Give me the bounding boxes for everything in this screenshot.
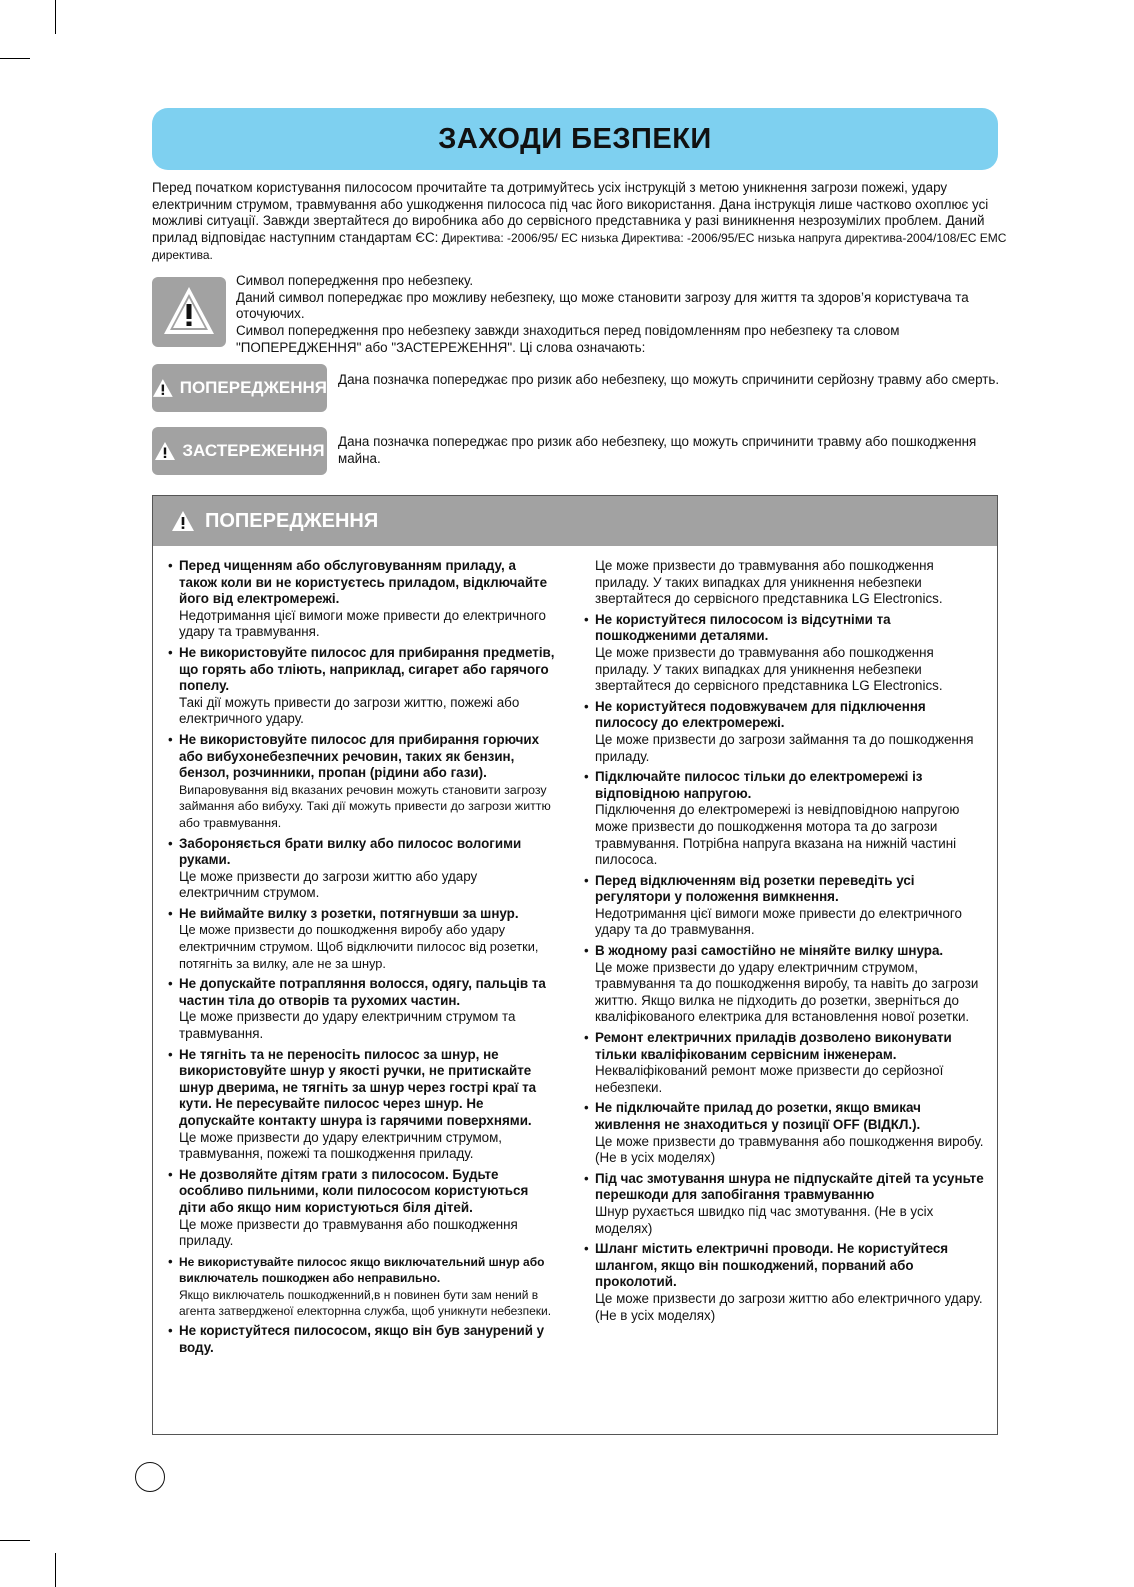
- list-item: [167, 732, 557, 832]
- page-number-circle: [135, 1462, 165, 1492]
- list-item: [583, 1241, 988, 1324]
- caution-label: [152, 427, 327, 475]
- list-item: [167, 1254, 557, 1319]
- item-text: Це може призвести до загрози життю або електричного удару.(Не в усіх моделях): [595, 1290, 983, 1323]
- item-text: Це може призвести до пошкодження виробу або удару електричним струмом. Щоб відключити пилосос від розетки, потягніть за вилку, але не за шнур.: [179, 922, 539, 971]
- item-heading: Не використувайте пилосос якщо виключательний шнур або виключатель пошкоджен або неправильно.: [179, 1254, 545, 1286]
- warnings-right-column: [583, 558, 988, 1328]
- list-item: [167, 836, 557, 902]
- item-text: Це може призвести до удару електричним струмом, травмування, пожежі та пошкодження приладу.: [179, 1129, 503, 1162]
- item-heading: Ремонт електричних приладів дозволено виконувати тільки кваліфікованим сервісним інженерам.: [595, 1030, 952, 1062]
- list-item: [167, 976, 557, 1042]
- item-heading: Перед чищенням або обслуговуванням приладу, а також коли ви не користуєтесь приладом, відключайте його від електромережі.: [179, 558, 548, 607]
- warning-triangle-icon: [171, 510, 195, 532]
- list-item: [583, 873, 988, 939]
- title-banner: [152, 108, 998, 170]
- list-item: [583, 1030, 988, 1096]
- symbol-description: [236, 273, 1011, 357]
- item-heading: Не дозволяйте дітям грати з пилососом. Будьте особливо пильними, коли пилососом користуються діти або якщо ним користуються біля дітей.: [179, 1166, 529, 1215]
- item-text: Якщо виключатель пошкодженний,в н повинен бути зам нений в агента затвердженої електорнна служба, щоб уникнути небезпеки.: [179, 1287, 552, 1318]
- list-item: [167, 558, 557, 641]
- item-heading: Шланг містить електричні проводи. Не користуйтеся шлангом, якщо він пошкоджений, порваний або проколотий.: [595, 1241, 949, 1290]
- list-item: [583, 1171, 988, 1237]
- item-text: Підключення до електромережі із невідповідною напругою може призвести до пошкодження мотора та до загрози травмування. Потрібна напруга вказана на нижній частині пилососа.: [595, 802, 960, 868]
- item-text: Це може призвести до травмування або пошкодження приладу. У таких випадках для уникнення небезпеки звертайтеся до сервісного представника LG Electronics.: [595, 644, 943, 694]
- list-item: [167, 1047, 557, 1163]
- item-heading: Не виймайте вилку з розетки, потягнувши за шнур.: [179, 905, 519, 921]
- bullet-icon: •: [168, 731, 173, 747]
- warnings-box: [152, 495, 998, 1435]
- symbol-line-2: Даний символ попереджає про можливу небезпеку, що може становити загрозу для життя та здоров’я користувача та оточуючих.: [236, 289, 969, 322]
- item-text: Шнур рухається швидко під час змотування. (Не в усіх моделях): [595, 1203, 934, 1236]
- item-heading: Не тягніть та не переносіть пилосос за шнур, не використовуйте шнур у якості ручки, не притискайте шнур дверима, не тягніть за шнур через гострі краї та кути. Не пересувайте пилосос через шнур. Не допускайте контакту шнура із гарячими поверхнями.: [179, 1046, 537, 1128]
- list-item: [583, 612, 988, 695]
- item-text: Недотримання цієї вимоги може привести до електричного удару та до травмування.: [595, 905, 962, 938]
- list-item: [583, 943, 988, 1026]
- item-heading: Не користуйтеся пилососом із відсутніми та пошкодженими деталями.: [595, 611, 891, 644]
- list-item: [167, 906, 557, 972]
- symbol-line-1: Символ попередження про небезпеку.: [236, 273, 474, 288]
- bullet-icon: •: [168, 1253, 173, 1269]
- bullet-icon: •: [168, 558, 173, 573]
- warning-label: [152, 364, 327, 412]
- crop-mark-bottom-horizontal: [0, 1540, 30, 1541]
- bullet-icon: •: [168, 1166, 173, 1182]
- bullet-icon: •: [168, 644, 173, 660]
- bullet-icon: •: [584, 698, 589, 714]
- continued-text: Це може призвести до травмування або пошкодження приладу. У таких випадках для уникнення небезпеки звертайтеся до сервісного представника LG Electronics.: [595, 558, 943, 607]
- warning-symbol-box: [152, 277, 226, 347]
- item-text: Це може призвести до загрози займання та до пошкодження приладу.: [595, 731, 974, 764]
- item-heading: Не використовуйте пилосос для прибирання горючих або вибухонебезпечних речовин, таких як бензин, бензол, розчинники, пропан (рідини або гази).: [179, 731, 540, 781]
- list-item: [583, 769, 988, 869]
- item-text: Такі дії можуть привести до загрози життю, пожежі або електричного удару.: [179, 694, 520, 727]
- list-item: [167, 1323, 557, 1356]
- list-item: [167, 645, 557, 728]
- list-item: [583, 699, 988, 765]
- item-text: Недотримання цієї вимоги може привести до електричного удару та травмування.: [179, 607, 546, 640]
- bullet-icon: •: [168, 1046, 173, 1062]
- bullet-icon: •: [584, 872, 589, 888]
- item-text: Випаровування від вказаних речовин можуть становити загрозу займання або вибуху. Такі дії можуть привести до загрози життю або травмування.: [179, 782, 551, 830]
- warning-triangle-icon: [152, 378, 174, 398]
- crop-mark-top-vertical: [55, 0, 56, 34]
- bullet-icon: •: [584, 1170, 589, 1186]
- item-text: Це може призвести до травмування або пошкодження виробу.(Не в усіх моделях): [595, 1133, 984, 1166]
- warning-triangle-icon: [162, 284, 216, 338]
- page-title: ЗАХОДИ БЕЗПЕКИ: [438, 122, 712, 155]
- item-heading: Перед відключенням від розетки переведіть усі регулятори у положення вимкнення.: [595, 872, 915, 905]
- warnings-box-header: [153, 496, 997, 546]
- item-text: Некваліфікований ремонт може призвести до серйозної небезпеки.: [595, 1063, 944, 1095]
- list-item: [167, 1167, 557, 1250]
- item-heading: Забороняється брати вилку або пилосос вологими руками.: [179, 835, 522, 868]
- item-text: Це може призвести до удару електричним струмом та травмування.: [179, 1009, 516, 1042]
- warnings-left-column: [167, 558, 557, 1360]
- item-heading: Підключайте пилосос тільки до електромережі із відповідною напругою.: [595, 769, 923, 801]
- intro-paragraph: [152, 180, 1012, 264]
- item-heading: Не допускайте потрапляння волосся, одягу, пальців та частин тіла до отворів та рухомих частин.: [179, 976, 546, 1008]
- bullet-icon: •: [168, 1322, 173, 1338]
- item-heading: Не користуйтеся подовжувачем для підключення пилососу до електромережі.: [595, 698, 926, 731]
- warning-description: Дана позначка попереджає про ризик або небезпеку, що можуть спричинити серйозну травму або смерть.: [338, 372, 1000, 387]
- caution-description: Дана позначка попереджає про ризик або небезпеку, що можуть спричинити травму або пошкодження майна.: [338, 434, 977, 466]
- bullet-icon: •: [168, 835, 173, 851]
- warning-label-text: ПОПЕРЕДЖЕННЯ: [179, 378, 327, 397]
- item-heading: Не підключайте прилад до розетки, якщо вмикач живлення не знаходиться у позиції OFF (ВІДКЛ.).: [595, 1100, 921, 1132]
- item-text: Це може призвести до удару електричним струмом, травмування та до пошкодження виробу, та навіть до загрози життю. Якщо вилка не підходить до розетки, зверніться до кваліфікованого електрика для встановлення нової розетки.: [595, 959, 979, 1025]
- symbol-line-3: Символ попередження про небезпеку завжди знаходиться перед повідомленням про небезпеку та словом "ПОПЕРЕДЖЕННЯ" або "ЗАСТЕРЕЖЕННЯ". Ці слова означають:: [236, 323, 900, 355]
- list-item: [583, 1100, 988, 1166]
- intro-main: Перед початком користування пилососом прочитайте та дотримуйтесь усіх інструкцій з метою уникнення загрози пожежі, удару електричним струмом, травмування або ушкодження пилососа під час його використання. Дана інструкція лише частково охоплює усі можливі ситуації. Завжди звертайтеся до виробника або до сервісного представника у разі виникнення незрозумілих проблем. Даний прилад відповідає наступним стандартам ЄС:: [152, 180, 989, 246]
- caution-label-text: ЗАСТЕРЕЖЕННЯ: [182, 441, 325, 460]
- item-text: Це може призвести до загрози життю або удару електричним струмом.: [179, 868, 478, 901]
- crop-mark-bottom-vertical: [55, 1553, 56, 1587]
- item-heading: Не користуйтеся пилососом, якщо він був занурений у воду.: [179, 1322, 545, 1355]
- item-heading: Під час змотування шнура не підпускайте дітей та усуньте перешкоди для запобігання травмуванню: [595, 1170, 984, 1203]
- bullet-icon: •: [584, 1030, 589, 1046]
- bullet-icon: •: [584, 1100, 589, 1116]
- warnings-box-title: ПОПЕРЕДЖЕННЯ: [205, 509, 379, 532]
- bullet-icon: •: [584, 769, 589, 785]
- bullet-icon: •: [584, 943, 589, 959]
- bullet-icon: •: [168, 976, 173, 992]
- warning-triangle-icon: [154, 441, 176, 461]
- bullet-icon: •: [168, 905, 173, 921]
- item-heading: Не використовуйте пилосос для прибирання предметів, що горять або тліють, наприклад, сигарет або гарячого попелу.: [179, 644, 555, 694]
- crop-mark-top-horizontal: [0, 58, 30, 59]
- item-heading: В жодному разі самостійно не міняйте вилку шнура.: [595, 943, 944, 959]
- intro-directive: Директива: -2006/95/ ЕС низька Директива: -2006/95/ЕС низька напруга директива-2004/108/ЕС ЕМС директива.: [152, 231, 1007, 262]
- bullet-icon: •: [584, 611, 589, 627]
- bullet-icon: •: [584, 1241, 589, 1257]
- item-text: Це може призвести до травмування або пошкодження приладу.: [179, 1216, 518, 1249]
